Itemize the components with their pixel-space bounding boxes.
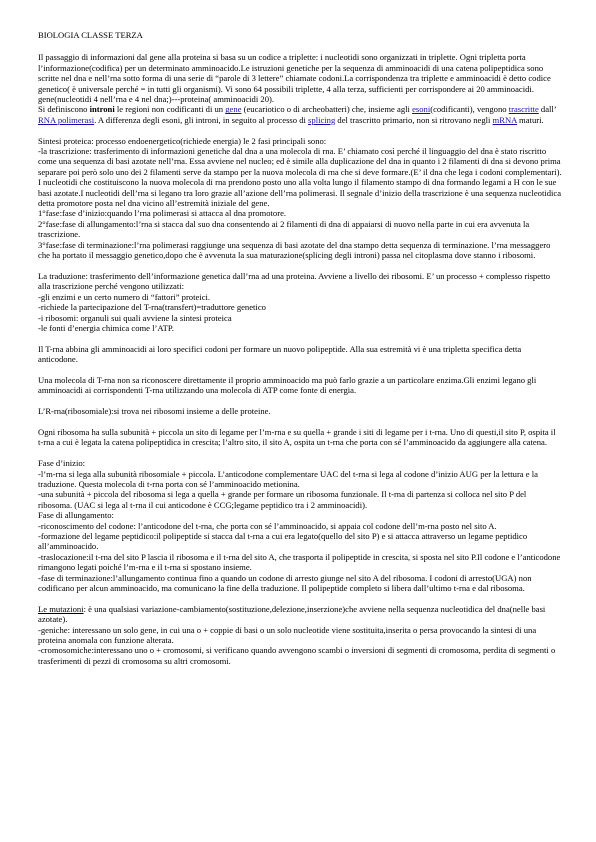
text-line: -gli enzimi e un certo numero di “fattori” proteici.	[38, 291, 211, 302]
text-line: Il passaggio di informazioni dal gene alla proteina si basa su un codice a triplette: i nucleotidi sono organizzati in triplette. Ogni tripletta porta l’informazione(codifica) per un determinato amminoacido.Le istruzioni genetiche per la sequenza di amminoacidi di una catena polipeptidica sono scritte nel dna e nell’rna sotto forma di una serie di “parole di 3 lettere” chiamate codoni.La corrispondenza tra triplette e amminoacidi è detto codice genetico( è universale perché = in tutti gli organismi). Vi sono 64 possibili triplette, 4 alla terza, sufficienti per corrispondere ai 20 amminoacidi.	[38, 52, 551, 94]
paragraph-sintesi-proteica	[38, 136, 562, 261]
text-line: -una subunità + piccola del ribosoma si lega a quella + grande per formare un ribosoma funzionale. Il t-rna di partenza si colloca nel sito P del ribosoma. (UAC si lega al t-rna il cui anticodone è CCG;legame peptidico tra i 2 amminoacidi).	[38, 489, 527, 510]
paragraph-fasi	[38, 458, 562, 593]
link-gene[interactable]: gene	[225, 104, 242, 115]
text-line: 1°fase:fase d’inizio:quando l’rna polimerasi si attacca al dna promotore.	[38, 208, 287, 219]
paragraph-trna-enzyme: Una molecola di T-rna non sa riconoscere direttamente il proprio amminoacido ma può farlo grazie a un particolare enzima.Gli enzimi legano gli amminoacidi ai corrispondenti T-rna utilizzando una molecola di ATP come fonte di energia.	[38, 374, 537, 396]
text-line: -geniche: interessano un solo gene, in cui una o + coppie di basi o un solo nucleotide viene sostituita,inserita o persa provocando la sintesi di una proteina anomala con funzione alterata.	[38, 624, 537, 646]
paragraph-mutazioni	[38, 604, 562, 666]
paragraph-genetic-code	[38, 52, 562, 125]
text-span: le regioni non codificanti di un	[114, 104, 226, 115]
paragraph-ribosoma: Ogni ribosoma ha sulla subunità + piccola un sito di legame per l’m-rna e su quella + grande i siti di legame per i t-rna. Uno di questi,il sito P, ospita il t-rna a cui è legata la catena polipeptidica in crescita; l’altro sito, il sito A, ospita un t-rna che porta con sé l’amminoacido da aggiungere alla catena.	[38, 426, 556, 448]
text-span: dall’	[538, 104, 557, 115]
link-mrna[interactable]: mRNA	[492, 114, 517, 125]
text-line: La traduzione: trasferimento dell’informazione genetica dall’rna ad una proteina. Avviene a livello dei ribosomi. E’ un processo + complesso rispetto alla trascrizione perché vengono utilizzati:	[38, 270, 551, 292]
link-rna-polimerasi[interactable]: RNA polimerasi	[38, 114, 95, 125]
text-span: del trascritto primario, non si ritrovano negli	[335, 114, 493, 125]
text-line: -traslocazione:il t-rna del sito P lascia il ribosoma e il t-rna del sito A, che trasporta il polipeptide in crescita, si sposta nel sito P.Il codone e l’anticodone rimangono legati poiché l’m-rna e il t-rna si spostano insieme.	[38, 551, 561, 573]
text-span: (codificanti), vengono	[430, 104, 509, 115]
text-line: -l’m-rna si lega alla subunità ribosomiale + piccola. L’anticodone complementare UAC del t-rna si lega al codone d’inizio AUG per la lettura e la traduzione. Questa molecola di t-rna porta con sé l’amminoacido metionina.	[38, 468, 538, 489]
text-line: Fase di allungamento:	[38, 510, 114, 521]
text-line: 2°fase:fase di allungamento:l’rna si stacca dal suo dna consentendo ai 2 filamenti di dna di appaiarsi di nuovo nella parte in cui era avvenuta la trascrizione.	[38, 218, 530, 240]
mutazioni-definition	[38, 604, 562, 625]
introni-bold: introni	[89, 104, 115, 115]
text-span: . A differenza degli esoni, gli introni, in seguito al processo di	[94, 114, 309, 125]
text-line: -fase di terminazione:l’allungamento continua fino a quando un codone di arresto giunge nel sito A del ribosoma. I codoni di arresto(UGA) non codificano per alcun amminoacido, ma comunicano la fine della traduzione. Il polipeptide completo si libera dall’ultimo t-rna e dal ribosoma.	[38, 572, 532, 594]
document-title: BIOLOGIA CLASSE TERZA	[38, 30, 143, 40]
text-line: -la trascrizione: trasferimento di informazioni genetiche dal dna a una molecola di rna. E’ chiamato così perché il linguaggio del dna è stato riscritto come una sequenza di basi azotate nell’rna. Essa avviene nel nucleo; ed è simile alla duplicazione del dna in quanto i 2 filamenti di dna si devono prima separare poi però solo uno dei 2 filamenti serve da stampo per la nuova molecola di rna che si deve formare.(E’ il dna che lega i codoni complementari). I nucleotidi che costituiscono la nuova molecola di rna prendono posto uno alla volta lungo il filamento stampo di dna formando legami a H con le sue basi azotate.I nucleotidi dell’rna si legano tra loro grazie all’azione dell’rna polimerasi. Il segnale d’inizio della trascrizione è una sequenza nucleotidica detta promotore posta nel dna vicino all’estremità iniziale del gene.	[38, 146, 562, 209]
text-span: maturi.	[516, 114, 544, 125]
mutazioni-heading: Le mutazioni	[38, 603, 84, 614]
paragraph-rrna: L’R-rna(ribosomiale):si trova nei ribosomi insieme a delle proteine.	[38, 406, 271, 417]
text-line: gene(nucleotidi 4 nell’rna e 4 nel dna;)---proteina( amminoacidi 20).	[38, 94, 274, 105]
paragraph-trna: Il T-rna abbina gli amminoacidi ai loro specifici codoni per formare un nuovo polipeptide. Alla sua estremità vi è una tripletta specifica detta anticodone.	[38, 343, 522, 365]
text-line: Fase d’inizio:	[38, 458, 86, 469]
text-span: Si definiscono	[38, 104, 90, 115]
text-span: (eucariotico o di archeobatteri) che, insieme agli	[241, 104, 413, 115]
text-line: -richiede la partecipazione del T-rna(transfert)=traduttore genetico	[38, 302, 266, 313]
text-line: -i ribosomi: organuli sui quali avviene la sintesi proteica	[38, 312, 232, 323]
text-line: -le fonti d’energia chimica come l’ATP.	[38, 322, 174, 333]
text-span: : è una qualsiasi variazione-cambiamento(sostituzione,delezione,inserzione)che avviene nella sequenza nucleotidica del dna(nelle basi azotate).	[38, 603, 546, 625]
text-line: -formazione del legame peptidico:il polipeptide si stacca dal t-rna a cui era legato(quello del sito P) e si attacca attraverso un legame peptidico all’amminoacido.	[38, 530, 528, 552]
text-line: Sintesi proteica: processo endoenergetico(richiede energia) le 2 fasi principali sono:	[38, 135, 327, 146]
text-line: 3°fase:fase di terminazione:l’rna polimerasi raggiunge una sequenza di basi azotate del dna stampo detta sequenza di terminazione. l’rna messaggero che ha portato il messaggio genetico,dopo che è avvenuta la sua maturazione(splicing degli introni) passa nel citoplasma dove stanno i ribosomi.	[38, 239, 551, 261]
text-line: -riconoscimento del codone: l’anticodone del t-rna, che porta con sé l’amminoacido, si appaia col codone dell’m-rna posto nel sito A.	[38, 520, 497, 531]
link-esoni[interactable]: esoni	[412, 104, 431, 115]
paragraph-traduzione	[38, 271, 562, 333]
text-line: -cromosomiche:interessano uno o + cromosomi, si verificano quando avvengono scambi o inversioni di segmenti di cromosoma, perdita di segmenti o trasferimenti di pezzi di cromosoma su altri cromosomi.	[38, 645, 556, 666]
link-splicing[interactable]: splicing	[308, 114, 336, 125]
document-page	[38, 30, 562, 677]
link-trascritte[interactable]: trascritte	[508, 104, 539, 115]
introni-definition	[38, 104, 562, 125]
